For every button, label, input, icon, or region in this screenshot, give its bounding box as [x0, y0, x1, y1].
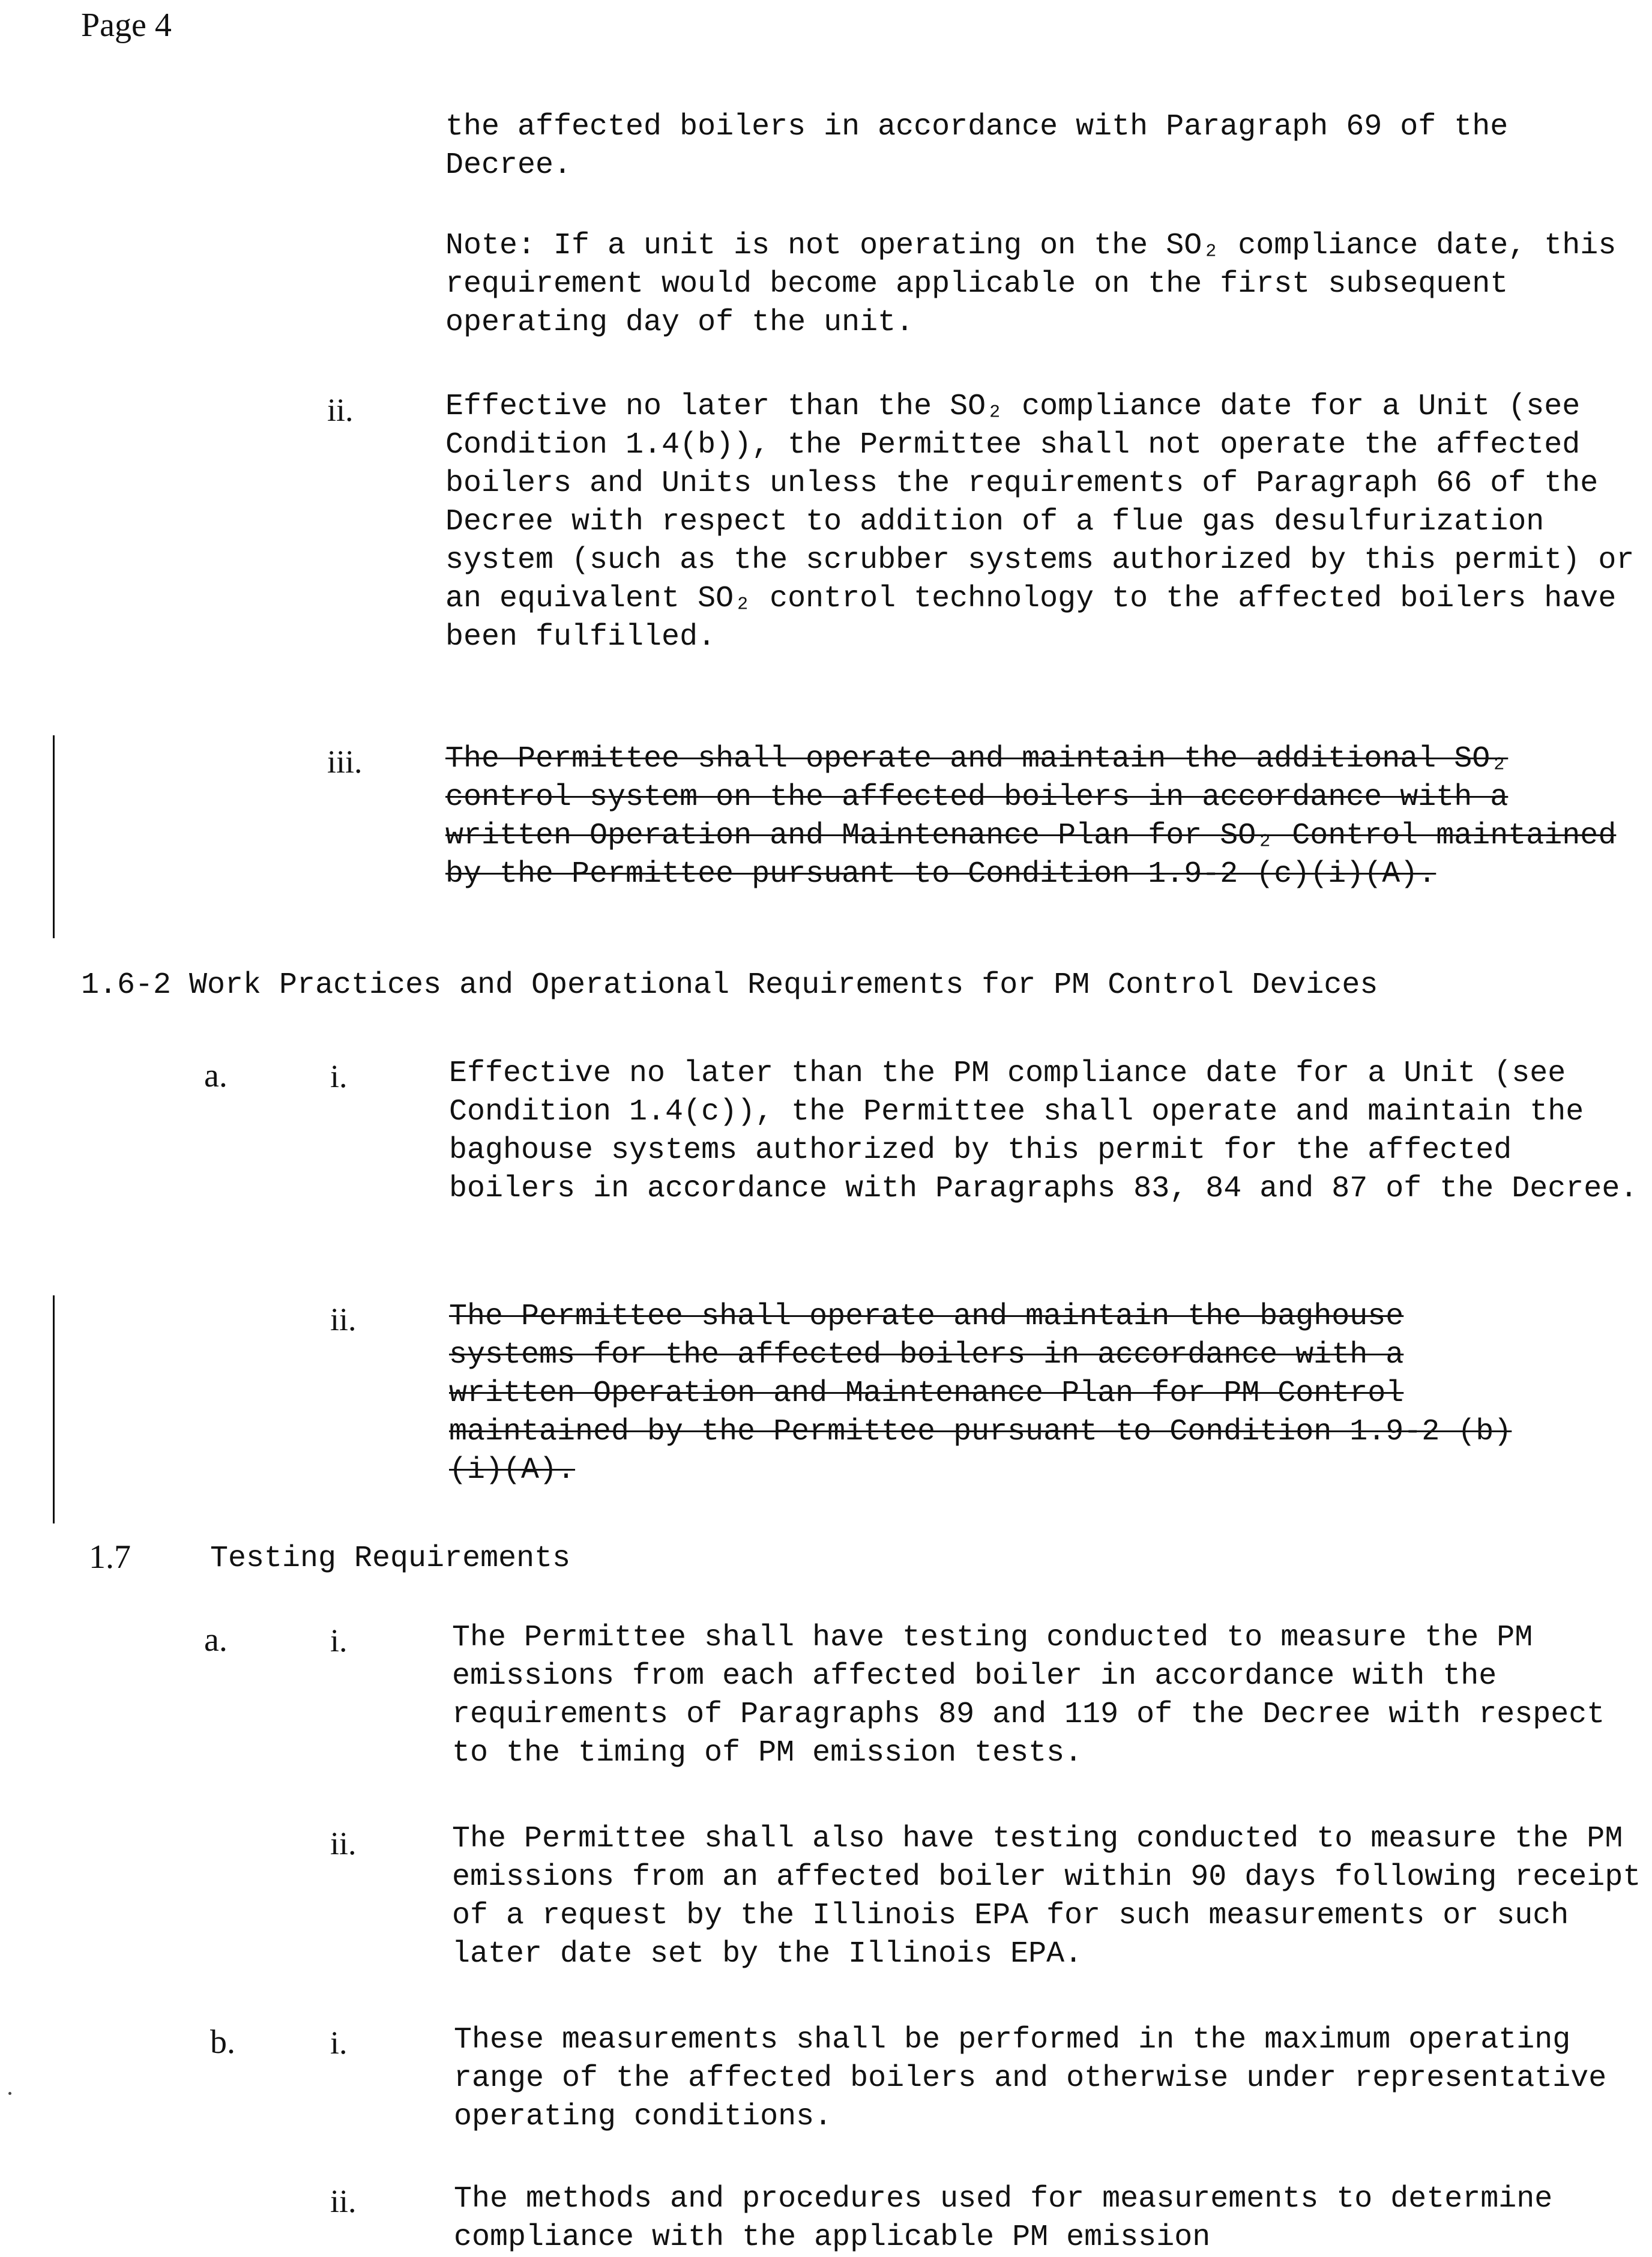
- item-text-so2-compliance: Effective no later than the SO₂ compliance date for a Unit (see Condition 1.4(b)), the Permittee shall not operate the affected boilers and Units unless the requirements of Paragraph 66 of the Decree with respect to addition of a flue gas desulfurization system (such as the scrubber systems authorized by this permit) or an equivalent SO₂ control technology to the affected boilers have been fulfilled.: [445, 390, 1635, 654]
- item-numeral: ii.: [330, 2183, 357, 2219]
- item-letter: a.: [204, 1057, 228, 1094]
- page-number: Page 4: [81, 7, 172, 44]
- item-text-deleted-pm-plan: The Permittee shall operate and maintain the baghouse systems for the affected boilers in accordance with a written Operation and Maintenance Plan for PM Control maintained by the Permittee pursuant to Condition 1.9-2 (b)(i)(A).: [449, 1300, 1512, 1487]
- continuation-text: the affected boilers in accordance with Paragraph 69 of the Decree.: [445, 110, 1509, 182]
- item-numeral: ii.: [327, 392, 354, 428]
- item-numeral: i.: [330, 2025, 348, 2061]
- item-numeral: ii.: [330, 1301, 357, 1337]
- item-text-deleted-so2-plan: The Permittee shall operate and maintain the additional SO₂ control system on the affected boilers in accordance with a written Operation and Maintenance Plan for SO₂ Control maintained by the Permittee pursuant to Condition 1.9-2 (c)(i)(A).: [445, 742, 1617, 891]
- revision-bar: [53, 1295, 55, 1523]
- item-numeral: i.: [330, 1623, 348, 1659]
- item-letter: a.: [204, 1621, 228, 1659]
- scan-speck: [8, 2092, 11, 2095]
- item-text-baghouse-operation: Effective no later than the PM compliance date for a Unit (see Condition 1.4(c)), the Permittee shall operate and maintain the baghouse systems authorized by this permit for the affected boilers in accordance with Paragraphs 83, 84 and 87 of the Decree.: [449, 1056, 1638, 1206]
- section-title-1-7: Testing Requirements: [210, 1541, 571, 1576]
- section-number-1-7: 1.7: [89, 1538, 131, 1576]
- item-text-pm-testing: The Permittee shall have testing conducted to measure the PM emissions from each affected boiler in accordance with the requirements of Paragraphs 89 and 119 of the Decree with respect to the timing of PM emission tests.: [452, 1621, 1605, 1770]
- item-numeral: iii.: [327, 744, 363, 780]
- revision-bar: [53, 735, 55, 938]
- section-heading-1-6-2: 1.6-2 Work Practices and Operational Requirements for PM Control Devices: [81, 968, 1378, 1002]
- continuation-note: Note: If a unit is not operating on the SO₂ compliance date, this requirement would become applicable on the first subsequent operating day of the unit.: [445, 229, 1617, 340]
- item-text-methods-procedures: The methods and procedures used for measurements to determine compliance with the applicable PM emission: [454, 2182, 1553, 2255]
- item-text-pm-testing-request: The Permittee shall also have testing conducted to measure the PM emissions from an affected boiler within 90 days following receipt of a request by the Illinois EPA for such measurements or such later date set by the Illinois EPA.: [452, 1822, 1641, 1971]
- item-numeral: i.: [330, 1058, 348, 1094]
- item-numeral: ii.: [330, 1825, 357, 1861]
- item-text-measurement-conditions: These measurements shall be performed in the maximum operating range of the affected boilers and otherwise under representative operating conditions.: [454, 2023, 1607, 2134]
- item-letter: b.: [210, 2023, 235, 2061]
